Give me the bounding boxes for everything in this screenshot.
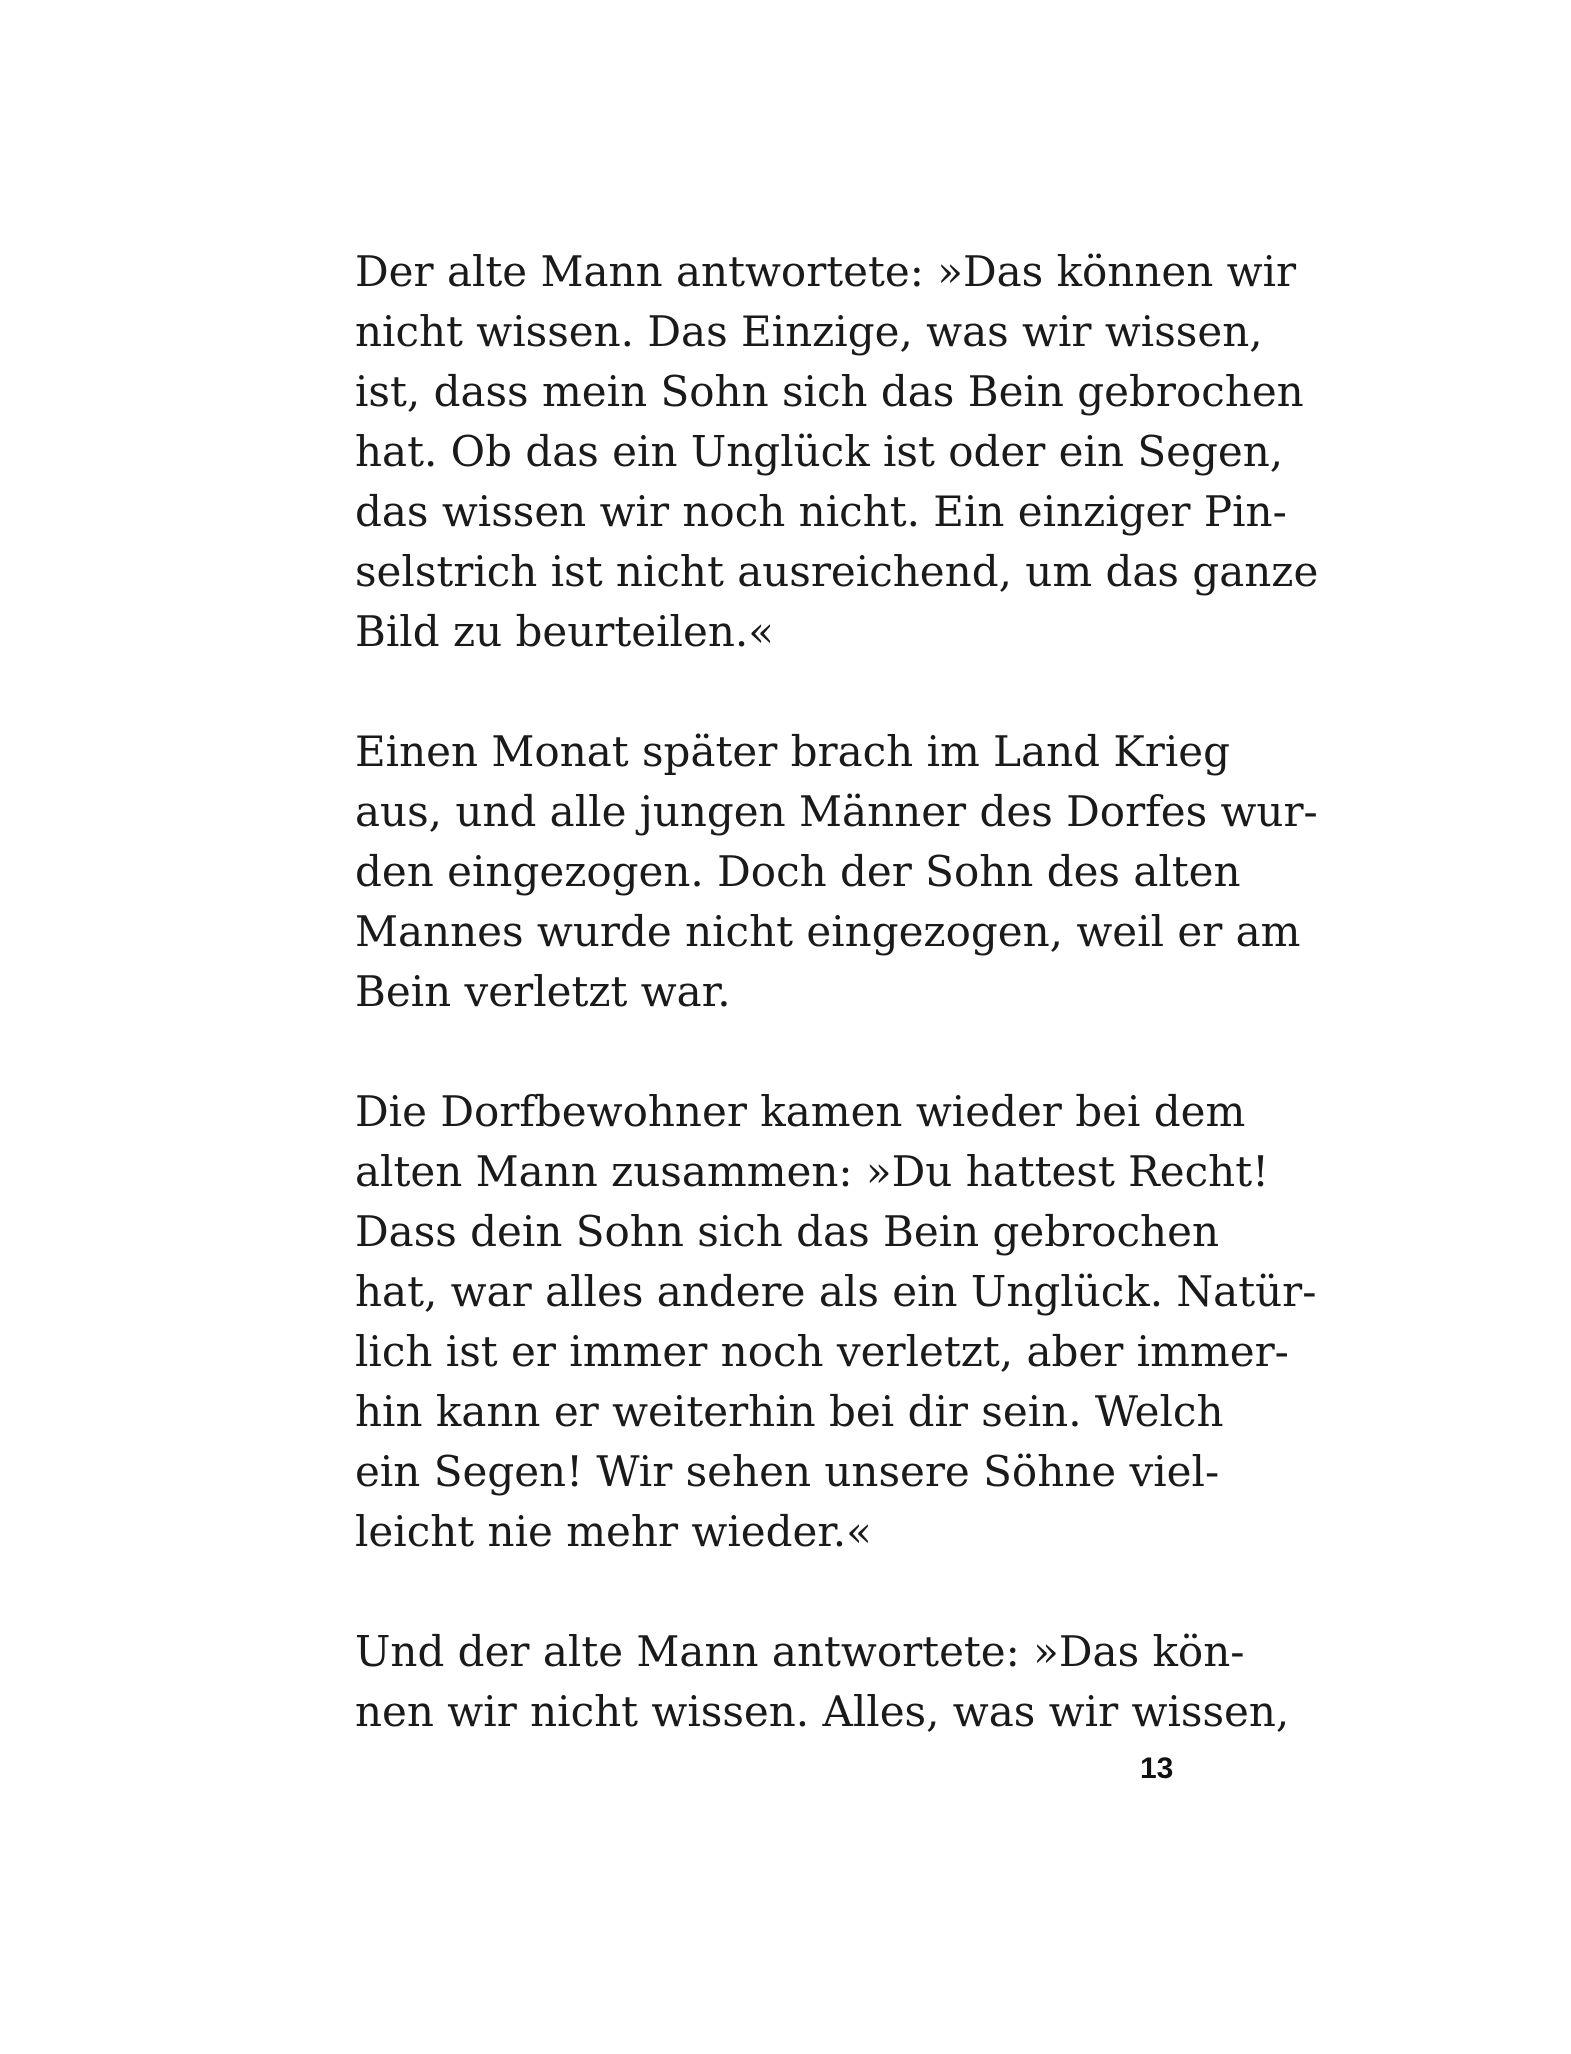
text-line: nen wir nicht wissen. Alles, was wir wissen, — [355, 1687, 1290, 1736]
text-line: Dass dein Sohn sich das Bein gebrochen — [355, 1207, 1220, 1256]
text-line: aus, und alle jungen Männer des Dorfes wur- — [355, 787, 1318, 836]
body-text — [355, 242, 1319, 1802]
text-line: hin kann er weiterhin bei dir sein. Welch — [355, 1387, 1224, 1436]
text-line: ist, dass mein Sohn sich das Bein gebrochen — [355, 367, 1304, 416]
text-line: Bild zu beurteilen.« — [355, 607, 774, 656]
text-line: lich ist er immer noch verletzt, aber immer- — [355, 1327, 1289, 1376]
text-line: Mannes wurde nicht eingezogen, weil er am — [355, 907, 1301, 956]
text-line: Einen Monat später brach im Land Krieg — [355, 727, 1231, 776]
paragraph-3 — [355, 1082, 1317, 1562]
text-line: hat, war alles andere als ein Unglück. Natür- — [355, 1267, 1317, 1316]
text-line: Bein verletzt war. — [355, 967, 731, 1016]
text-line: alten Mann zusammen: »Du hattest Recht! — [355, 1147, 1269, 1196]
paragraph-4 — [355, 1622, 1290, 1742]
text-line: ein Segen! Wir sehen unsere Söhne viel- — [355, 1447, 1220, 1496]
text-line: den eingezogen. Doch der Sohn des alten — [355, 847, 1241, 896]
text-line: Der alte Mann antwortete: »Das können wir — [355, 247, 1297, 296]
page-number: 13 — [1140, 1752, 1174, 1785]
text-line: Die Dorfbewohner kamen wieder bei dem — [355, 1087, 1246, 1136]
paragraph-2 — [355, 722, 1318, 1022]
text-line: das wissen wir noch nicht. Ein einziger Pin- — [355, 487, 1287, 536]
text-line: selstrich ist nicht ausreichend, um das ganze — [355, 547, 1319, 596]
text-line: Und der alte Mann antwortete: »Das kön- — [355, 1627, 1245, 1676]
text-line: leicht nie mehr wieder.« — [355, 1507, 872, 1556]
text-line: hat. Ob das ein Unglück ist oder ein Segen, — [355, 427, 1284, 476]
text-line: nicht wissen. Das Einzige, was wir wissen, — [355, 307, 1263, 356]
paragraph-1 — [355, 242, 1319, 662]
